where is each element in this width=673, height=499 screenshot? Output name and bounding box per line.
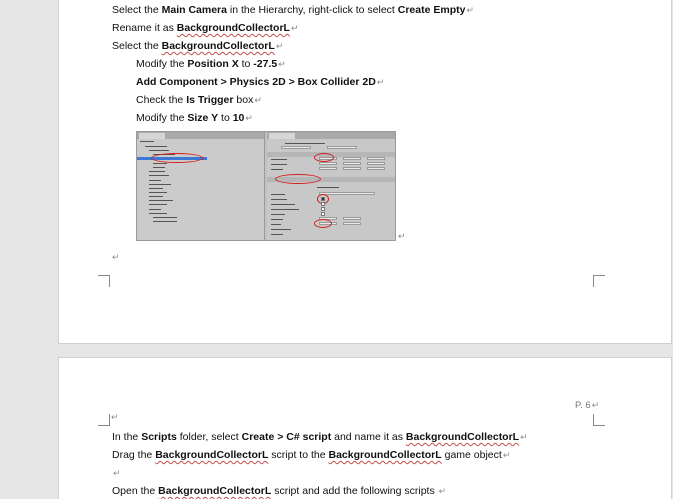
text-run: BackgroundCollectorL: [161, 40, 275, 52]
text-run: Open the: [112, 485, 159, 497]
paragraph-mark: ↵: [520, 432, 528, 442]
text-run: Create > C# script: [241, 431, 332, 443]
text-run: Rename it as: [112, 22, 177, 34]
text-run: Select the: [112, 4, 162, 16]
paragraph-mark: ↵: [111, 412, 119, 422]
paragraph-mark: ↵: [112, 252, 120, 262]
margin-corner-top-left: [98, 414, 110, 426]
paragraph-mark: ↵: [254, 95, 262, 105]
margin-corner-bottom-right: [593, 275, 605, 287]
step-line-9: [112, 449, 510, 462]
text-run: to: [238, 58, 254, 70]
paragraph-mark: ↵: [438, 486, 447, 496]
step-line-10: [112, 485, 446, 498]
step-line-5: [136, 76, 384, 89]
highlight-hierarchy-row: [151, 153, 203, 163]
step-line-8: [112, 431, 528, 444]
margin-corner-top-right: [593, 414, 605, 426]
text-run: in the Hierarchy, right-click to select: [226, 4, 398, 16]
text-run: In the: [112, 431, 142, 443]
step-line-7: [136, 112, 253, 125]
paragraph-mark: ↵: [275, 41, 284, 51]
text-run: Select the: [112, 40, 162, 52]
text-run: Size Y: [187, 112, 219, 124]
text-run: Is Trigger: [186, 94, 234, 106]
unity-editor-screenshot: [136, 131, 396, 241]
text-run: BackgroundCollectorL: [158, 485, 272, 497]
paragraph-mark: ↵: [502, 450, 511, 460]
text-run: Create Empty: [397, 4, 466, 16]
empty-line: [112, 467, 121, 480]
text-run: BackgroundCollectorL: [176, 22, 290, 34]
text-run: and name it as: [331, 431, 406, 443]
paragraph-mark: ↵: [113, 468, 121, 478]
text-run: BackgroundCollectorL: [405, 431, 520, 443]
step-line-6: [136, 94, 262, 107]
paragraph-mark: ↵: [466, 5, 475, 15]
text-run: Position X: [187, 58, 239, 70]
text-run: Modify the: [136, 58, 188, 70]
text-run: Main Camera: [161, 4, 227, 16]
text-run: 10: [232, 112, 245, 124]
inspector-panel: [267, 132, 396, 241]
text-run: to: [218, 112, 233, 124]
step-line-3: [112, 40, 283, 53]
text-run: BackgroundCollectorL: [155, 449, 269, 461]
text-run: Check the: [136, 94, 187, 106]
step-line-1: [112, 4, 474, 17]
text-run: Modify the: [136, 112, 188, 124]
text-run: BackgroundCollectorL: [328, 449, 442, 461]
highlight-box-collider: [275, 174, 321, 184]
hierarchy-tab: [139, 133, 165, 139]
text-run: Scripts: [141, 431, 177, 443]
margin-corner-bottom-left: [98, 275, 110, 287]
paragraph-mark: ↵: [376, 77, 385, 87]
paragraph-mark: ↵: [278, 59, 286, 69]
paragraph-mark: ↵: [290, 23, 299, 33]
step-line-4: [136, 58, 286, 71]
text-run: script to the: [268, 449, 329, 461]
hierarchy-panel: [137, 132, 265, 241]
document-page-1: [58, 0, 672, 344]
step-line-2: [112, 22, 299, 35]
text-run: folder, select: [176, 431, 242, 443]
document-page-2: [58, 357, 672, 499]
inspector-tab: [269, 133, 295, 139]
text-run: Add Component > Physics 2D > Box Collider 2D: [136, 76, 376, 88]
text-run: -27.5: [253, 58, 278, 70]
paragraph-mark: ↵: [398, 231, 406, 241]
highlight-position-x: [314, 153, 334, 162]
text-run: Drag the: [112, 449, 156, 461]
text-run: box: [233, 94, 254, 106]
page-number: P. 6↵: [575, 400, 600, 411]
text-run: game object: [441, 449, 502, 461]
paragraph-mark: ↵: [245, 113, 253, 123]
text-run: script and add the following scripts: [271, 485, 438, 497]
highlight-size-y: [314, 219, 332, 228]
